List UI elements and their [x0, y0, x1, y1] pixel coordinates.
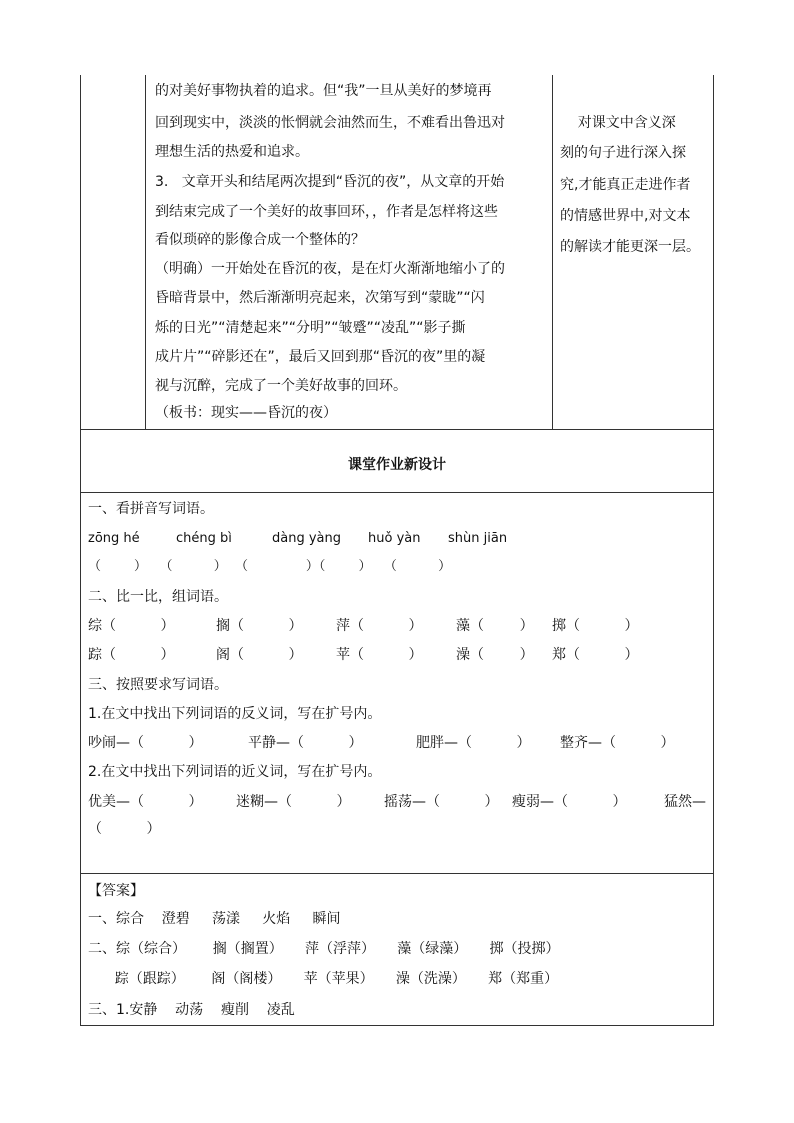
text-line: 成片片”“碎影还在”，最后又回到那“昏沉的夜”里的凝 — [155, 349, 486, 365]
compare-item: 踪（ ） — [88, 647, 175, 663]
table-border-bottom — [80, 1025, 714, 1026]
column-divider-2 — [552, 75, 553, 429]
table-border-left — [80, 75, 81, 1026]
text-line: 到结束完成了一个美好的故事回环，，作者是怎样将这些 — [155, 204, 498, 220]
compare-item: 综（ ） — [88, 618, 175, 634]
synonym-item: 猛然— — [664, 794, 706, 810]
table-border-right — [713, 75, 714, 1026]
compare-item: 藻（ ） — [456, 618, 534, 634]
text-line: 理想生活的热爱和追求。 — [155, 144, 309, 160]
compare-item: 掷（ ） — [552, 618, 639, 634]
text-line: 烁的日光”“清楚起来”“分明”“皱蹙”“凌乱”“影子撕 — [155, 320, 466, 336]
text-line: 昏暗背景中，然后渐渐明亮起来，次第写到“蒙眬”“闪 — [155, 290, 485, 306]
question-3-title: 三、按照要求写词语。 — [88, 677, 228, 693]
pinyin-2: chéng bì — [176, 531, 232, 546]
question-1-title: 一、看拼音写词语。 — [88, 501, 214, 517]
teaching-note-line: 对课文中含义深 — [560, 115, 676, 131]
teaching-note-line: 究,才能真正走进作者 — [560, 177, 691, 193]
antonym-item: 整齐—（ ） — [560, 735, 675, 751]
antonym-item: 平静—（ ） — [248, 735, 363, 751]
question-3-sub2: 2.在文中找出下列词语的近义词，写在扩号内。 — [88, 764, 382, 780]
teaching-note-line: 刻的句子进行深入探 — [560, 145, 686, 161]
synonym-item: 优美—（ ） — [88, 794, 203, 810]
pinyin-1: zōng hé — [88, 531, 140, 546]
teaching-note-line: 的情感世界中,对文本 — [560, 208, 691, 224]
row-divider-answers — [80, 873, 714, 874]
text-line: 视与沉醉，完成了一个美好故事的回环。 — [155, 378, 407, 394]
answer-row: 三、1.安静 动荡 瘦削 凌乱 — [88, 1002, 295, 1018]
compare-item: 萍（ ） — [336, 618, 423, 634]
text-line: 3. 文章开头和结尾两次提到“昏沉的夜”，从文章的开始 — [155, 174, 505, 190]
answer-row: 一、综合 澄碧 荡漾 火焰 瞬间 — [88, 911, 341, 927]
synonym-item: 瘦弱—（ ） — [512, 794, 627, 810]
answer-row: 二、综（综合） 搁（搁置） 萍（浮萍） 藻（绿藻） 掷（投掷） — [88, 941, 560, 957]
pinyin-4: huǒ yàn — [368, 531, 421, 546]
text-line: 的对美好事物执着的追求。但“我”一旦从美好的梦境再 — [155, 83, 492, 99]
column-divider-1 — [145, 75, 146, 429]
answers-title: 【答案】 — [88, 883, 144, 899]
row-divider-upper — [80, 429, 714, 430]
homework-title: 课堂作业新设计 — [348, 457, 446, 473]
compare-item: 苹（ ） — [336, 647, 423, 663]
synonym-item: 迷糊—（ ） — [236, 794, 351, 810]
row-divider-title — [80, 492, 714, 493]
question-2-title: 二、比一比，组词语。 — [88, 589, 228, 605]
text-line: 回到现实中，淡淡的怅惘就会油然而生，不难看出鲁迅对 — [155, 115, 505, 131]
synonym-item-tail: （ ） — [88, 821, 161, 837]
question-3-sub1: 1.在文中找出下列词语的反义词，写在扩号内。 — [88, 706, 382, 722]
antonym-item: 肥胖—（ ） — [416, 735, 531, 751]
compare-item: 澡（ ） — [456, 647, 534, 663]
pinyin-3: dàng yàng — [272, 531, 341, 546]
text-line: （板书：现实——昏沉的夜） — [155, 405, 337, 421]
text-line: （明确）一开始处在昏沉的夜，是在灯火渐渐地缩小了的 — [155, 261, 505, 277]
compare-item: 搁（ ） — [216, 618, 303, 634]
compare-item: 郑（ ） — [552, 647, 639, 663]
teaching-note-line: 的解读才能更深一层。 — [560, 239, 700, 255]
pinyin-5: shùn jiān — [448, 531, 508, 546]
text-line: 看似琐碎的影像合成一个整体的？ — [155, 232, 365, 248]
compare-item: 阁（ ） — [216, 647, 303, 663]
antonym-item: 吵闹—（ ） — [88, 735, 203, 751]
pinyin-answer-blanks: （ ） （ ） （ ）（ ） （ ） — [88, 559, 452, 574]
synonym-item: 摇荡—（ ） — [384, 794, 499, 810]
answer-row: 踪（跟踪） 阁（阁楼） 苹（苹果） 澡（洗澡） 郑（郑重） — [88, 971, 559, 987]
